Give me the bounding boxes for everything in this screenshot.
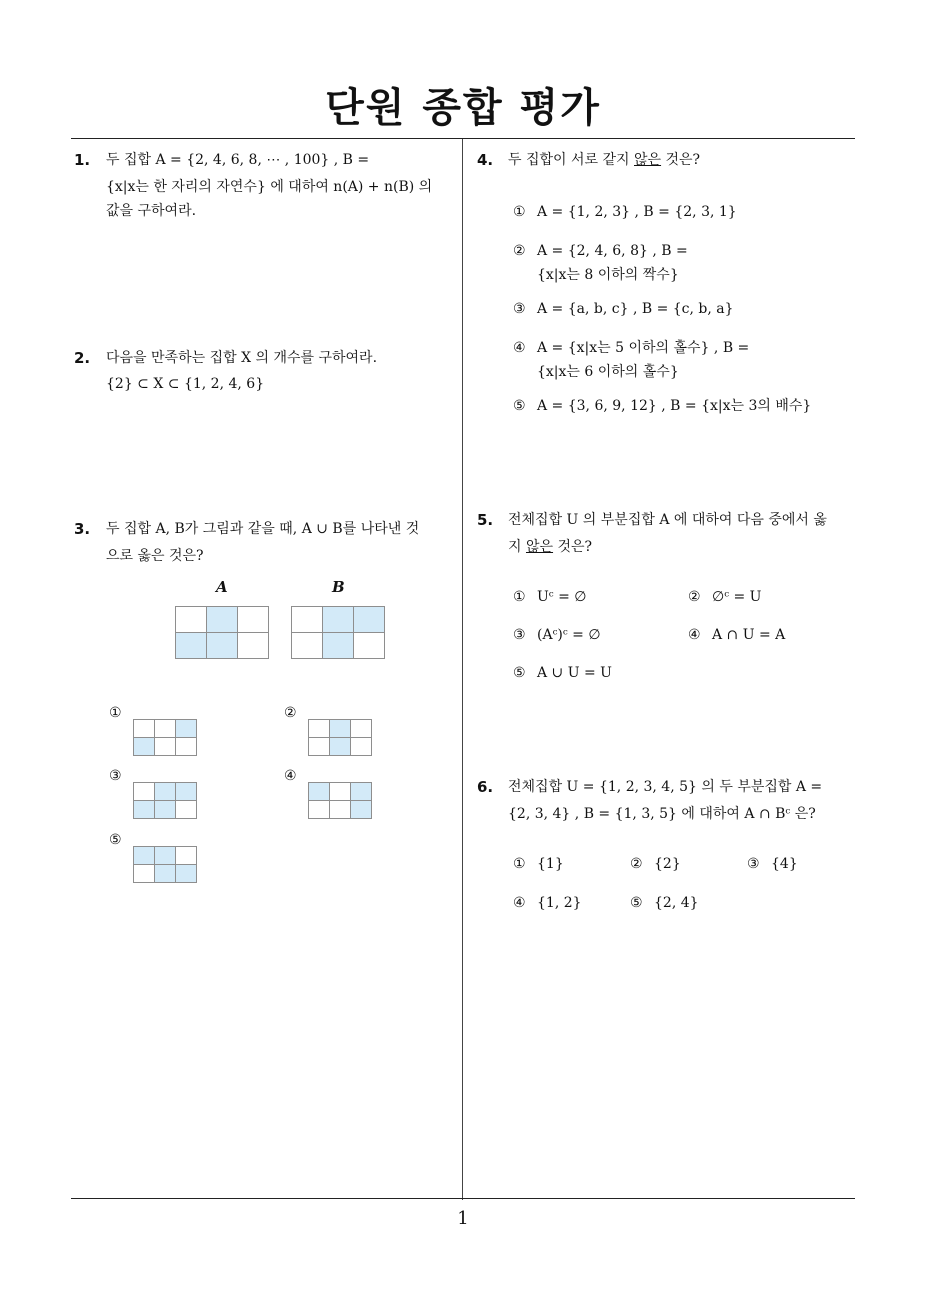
- answer-option-2[interactable]: [688, 585, 761, 609]
- option-5-diagram[interactable]: [133, 846, 197, 883]
- question-text: [508, 148, 858, 172]
- option-mark: ②: [513, 243, 526, 259]
- question-line: 전체집합 U 의 부분집합 A 에 대하여 다음 중에서 옳: [508, 512, 827, 528]
- question-stem-end: 것은?: [661, 152, 701, 168]
- option-text: {1}: [537, 856, 564, 872]
- page-number: 1: [457, 1208, 469, 1229]
- shaded-cell: [176, 783, 197, 801]
- answer-option-1[interactable]: [513, 585, 586, 609]
- question-text: [508, 775, 858, 826]
- option-mark: ①: [513, 589, 526, 605]
- shaded-cell: [351, 801, 372, 819]
- question-stem-end: 것은?: [553, 539, 593, 555]
- empty-cell: [238, 633, 269, 659]
- option-text: A = {1, 2, 3} , B = {2, 3, 1}: [537, 204, 737, 220]
- shaded-cell: [176, 633, 207, 659]
- option-2-diagram[interactable]: [308, 719, 372, 756]
- answer-option-3[interactable]: [747, 852, 798, 876]
- option-mark: ③: [513, 301, 526, 317]
- question-stem: 지: [508, 539, 526, 555]
- answer-option-5[interactable]: [630, 891, 699, 915]
- set-b-label: B: [332, 578, 345, 596]
- column-divider: [462, 139, 463, 1200]
- question-text: [106, 346, 456, 396]
- option-mark: ⑤: [109, 832, 122, 848]
- question-line: [508, 535, 858, 559]
- question-number: 2.: [74, 349, 91, 367]
- option-3-diagram[interactable]: [133, 782, 197, 819]
- option-mark: ①: [109, 705, 122, 721]
- empty-cell: [176, 607, 207, 633]
- answer-option-1[interactable]: [513, 852, 564, 876]
- shaded-cell: [351, 783, 372, 801]
- option-mark: ①: [513, 204, 526, 220]
- empty-cell: [176, 847, 197, 865]
- option-mark: ①: [513, 856, 526, 872]
- option-text: {2, 4}: [654, 895, 699, 911]
- answer-option-4[interactable]: [513, 336, 846, 384]
- option-text: Uᶜ = ∅: [537, 589, 587, 605]
- set-a-diagram: [175, 606, 269, 660]
- top-rule: [71, 138, 855, 139]
- set-a-label: A: [216, 578, 228, 596]
- shaded-cell: [207, 633, 238, 659]
- option-4-diagram[interactable]: [308, 782, 372, 819]
- shaded-cell: [155, 801, 176, 819]
- shaded-cell: [309, 783, 330, 801]
- empty-cell: [292, 607, 323, 633]
- question-line: 으로 옳은 것은?: [106, 548, 204, 564]
- question-line: 전체집합 U = {1, 2, 3, 4, 5} 의 두 부분집합 A =: [508, 779, 823, 795]
- answer-option-4[interactable]: [513, 891, 582, 915]
- question-line: 두 집합 A = {2, 4, 6, 8, ⋯ , 100} , B =: [106, 152, 370, 168]
- answer-option-3[interactable]: [513, 623, 601, 647]
- answer-option-2[interactable]: [513, 239, 846, 287]
- question-number: 5.: [477, 511, 494, 529]
- option-mark: ③: [747, 856, 760, 872]
- option-mark: ④: [284, 768, 297, 784]
- option-text: ∅ᶜ = U: [712, 589, 762, 605]
- option-text: A = {x|x는 5 이하의 홀수} , B =: [537, 340, 750, 356]
- shaded-cell: [330, 738, 351, 756]
- answer-option-1[interactable]: [513, 200, 737, 224]
- option-mark: ④: [513, 895, 526, 911]
- page-title: 단원 종합 평가: [325, 85, 601, 131]
- shaded-cell: [155, 847, 176, 865]
- question-number: 3.: [74, 520, 91, 538]
- shaded-cell: [176, 865, 197, 883]
- shaded-cell: [134, 801, 155, 819]
- shaded-cell: [176, 720, 197, 738]
- option-mark: ③: [513, 627, 526, 643]
- shaded-cell: [155, 783, 176, 801]
- question-line: 다음을 만족하는 집합 X 의 개수를 구하여라.: [106, 350, 378, 366]
- answer-option-5[interactable]: [513, 394, 811, 418]
- question-number: 6.: [477, 778, 494, 796]
- option-mark: ④: [688, 627, 701, 643]
- shaded-cell: [134, 738, 155, 756]
- option-text: A ∪ U = U: [537, 665, 612, 681]
- question-line: 값을 구하여라.: [106, 203, 197, 219]
- empty-cell: [134, 720, 155, 738]
- shaded-cell: [134, 847, 155, 865]
- empty-cell: [176, 801, 197, 819]
- empty-cell: [354, 633, 385, 659]
- question-text: [106, 517, 456, 568]
- question-line: {2, 3, 4} , B = {1, 3, 5} 에 대하여 A ∩ Bᶜ 은?: [508, 806, 816, 822]
- option-text: A = {a, b, c} , B = {c, b, a}: [537, 301, 734, 317]
- question-number: 4.: [477, 151, 494, 169]
- bottom-rule: [71, 1198, 855, 1199]
- question-text: [508, 508, 858, 559]
- option-1-diagram[interactable]: [133, 719, 197, 756]
- shaded-cell: [155, 865, 176, 883]
- option-text: {4}: [771, 856, 798, 872]
- empty-cell: [134, 783, 155, 801]
- empty-cell: [309, 801, 330, 819]
- empty-cell: [351, 720, 372, 738]
- option-mark: ⑤: [513, 665, 526, 681]
- option-mark: ②: [688, 589, 701, 605]
- answer-option-2[interactable]: [630, 852, 681, 876]
- option-mark: ③: [109, 768, 122, 784]
- set-b-diagram: [291, 606, 385, 660]
- option-text: A ∩ U = A: [712, 627, 786, 643]
- empty-cell: [351, 738, 372, 756]
- option-text: {x|x는 8 이하의 짝수}: [537, 267, 679, 283]
- option-mark: ②: [630, 856, 643, 872]
- question-number: 1.: [74, 151, 91, 169]
- question-line: {x|x는 한 자리의 자연수} 에 대하여 n(A) + n(B) 의: [106, 179, 433, 195]
- shaded-cell: [207, 607, 238, 633]
- option-text: {2}: [654, 856, 681, 872]
- empty-cell: [155, 738, 176, 756]
- question-text: [106, 148, 456, 223]
- answer-option-3[interactable]: [513, 297, 734, 321]
- option-text: {x|x는 6 이하의 홀수}: [537, 364, 679, 380]
- answer-option-4[interactable]: [688, 623, 785, 647]
- option-text: (Aᶜ)ᶜ = ∅: [537, 627, 601, 643]
- empty-cell: [176, 738, 197, 756]
- question-line: 두 집합 A, B가 그림과 같을 때, A ∪ B를 나타낸 것: [106, 521, 420, 537]
- option-text: A = {3, 6, 9, 12} , B = {x|x는 3의 배수}: [537, 398, 812, 414]
- shaded-cell: [323, 607, 354, 633]
- shaded-cell: [354, 607, 385, 633]
- empty-cell: [309, 720, 330, 738]
- option-mark: ④: [513, 340, 526, 356]
- option-text: A = {2, 4, 6, 8} , B =: [537, 243, 688, 259]
- shaded-cell: [330, 720, 351, 738]
- emphasis-underline: 않은: [525, 539, 554, 555]
- empty-cell: [330, 801, 351, 819]
- question-stem: 두 집합이 서로 같지: [508, 152, 634, 168]
- option-text: {1, 2}: [537, 895, 582, 911]
- shaded-cell: [323, 633, 354, 659]
- empty-cell: [292, 633, 323, 659]
- option-mark: ⑤: [513, 398, 526, 414]
- empty-cell: [309, 738, 330, 756]
- emphasis-underline: 않은: [634, 152, 662, 168]
- empty-cell: [134, 865, 155, 883]
- option-mark: ②: [284, 705, 297, 721]
- empty-cell: [330, 783, 351, 801]
- empty-cell: [155, 720, 176, 738]
- answer-option-5[interactable]: [513, 661, 612, 685]
- question-condition: {2} ⊂ X ⊂ {1, 2, 4, 6}: [106, 376, 265, 392]
- option-mark: ⑤: [630, 895, 643, 911]
- empty-cell: [238, 607, 269, 633]
